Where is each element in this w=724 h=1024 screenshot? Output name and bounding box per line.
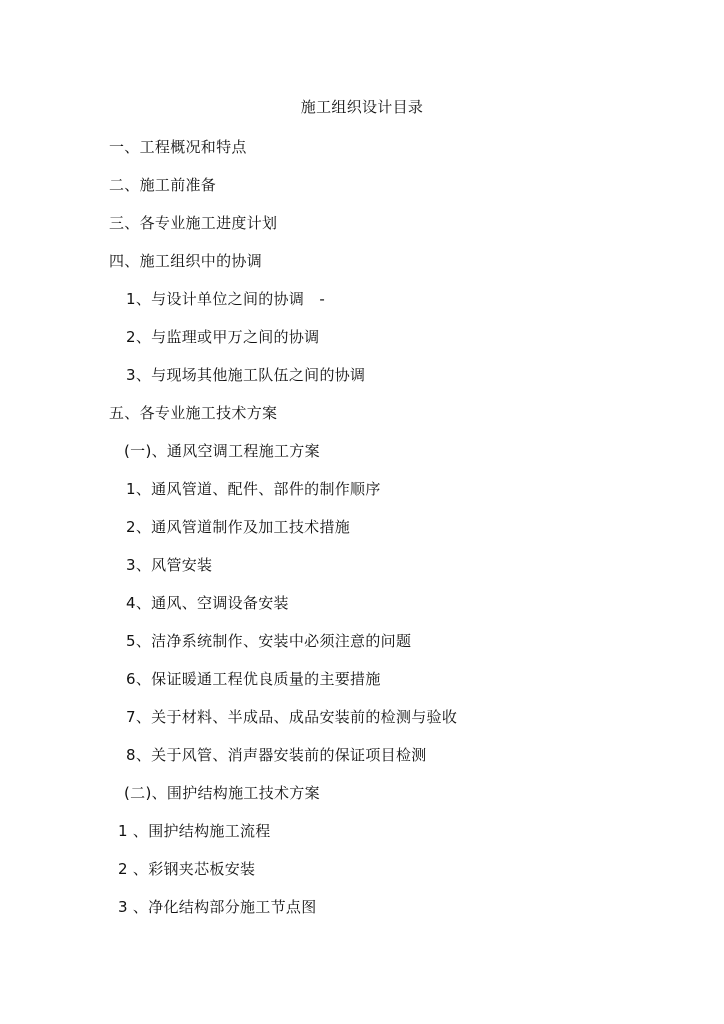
toc-item-4-2: 2、与监理或甲万之间的协调 (126, 328, 320, 346)
toc-item-5-2-3: 3 、净化结构部分施工节点图 (118, 898, 317, 916)
toc-item-4-3: 3、与现场其他施工队伍之间的协调 (126, 366, 366, 384)
toc-item-5-2-1: 1 、围护结构施工流程 (118, 822, 271, 840)
toc-item-5-1-1: 1、通风管道、配件、部件的制作顺序 (126, 480, 381, 498)
toc-section-4: 四、施工组织中的协调 (109, 252, 263, 270)
toc-item-5-1-8: 8、关于风管、消声器安装前的保证项目检测 (126, 746, 427, 764)
toc-section-2: 二、施工前准备 (109, 176, 217, 194)
toc-subsection-5-1: (一)、通风空调工程施工方案 (124, 442, 320, 460)
toc-section-1: 一、工程概况和特点 (109, 138, 247, 156)
document-title: 施工组织设计目录 (300, 98, 424, 116)
toc-item-5-2-2: 2 、彩钢夹芯板安装 (118, 860, 256, 878)
toc-item-5-1-5: 5、洁净系统制作、安装中必须注意的问题 (126, 632, 412, 650)
toc-section-3: 三、各专业施工进度计划 (109, 214, 278, 232)
toc-item-5-1-3: 3、风管安装 (126, 556, 213, 574)
toc-item-4-1: 1、与设计单位之间的协调 - (126, 290, 326, 308)
toc-item-5-1-7: 7、关于材料、半成品、成品安装前的检测与验收 (126, 708, 458, 726)
toc-section-5: 五、各专业施工技术方案 (109, 404, 278, 422)
toc-subsection-5-2: (二)、围护结构施工技术方案 (124, 784, 320, 802)
toc-item-5-1-2: 2、通风管道制作及加工技术措施 (126, 518, 351, 536)
toc-item-5-1-6: 6、保证暖通工程优良质量的主要措施 (126, 670, 381, 688)
toc-item-5-1-4: 4、通风、空调设备安装 (126, 594, 289, 612)
